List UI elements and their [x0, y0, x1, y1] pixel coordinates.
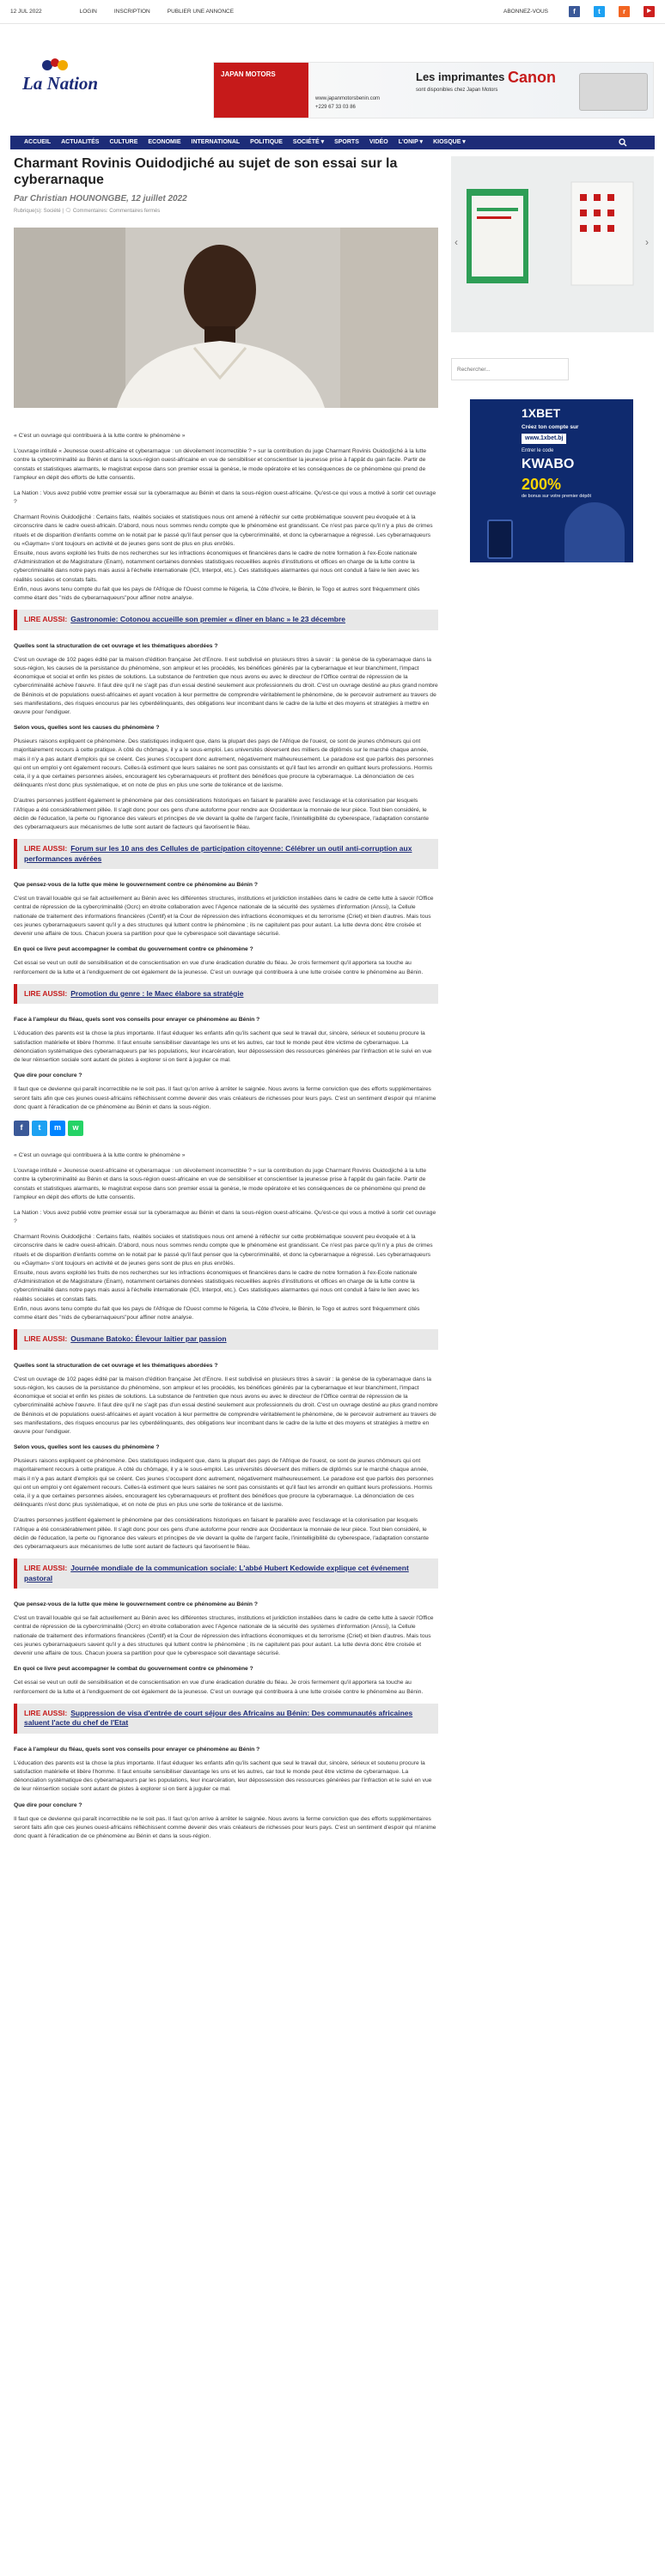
twitter-icon[interactable]: t [594, 6, 605, 17]
share-facebook-icon[interactable]: f [14, 1121, 29, 1136]
nav-kiosque[interactable]: KIOSQUE ▾ [433, 138, 466, 145]
inscription-link[interactable]: INSCRIPTION [113, 8, 150, 15]
facebook-icon[interactable]: f [569, 6, 580, 17]
paragraph: C'est un ouvrage de 102 pages édité par la maison d'édition française Jet d'Encre. Il est subdivisé en plusieurs titres à savoir : la genèse de la cyberarnaque dans la sous-région, les causes de la persistance du phénomène, son ampleur et les procédés, les bénéfices générés par la cyberarnaque et leur blanchiment, l'impact économique et social et enfin les pistes de solutions. La substance de l'entretien que nous avons eu avec le directeur de l'Office central de répression de la cybercriminalité achève l'œuvre. Il faut dire qu'il ne s'agit pas d'un essai destiné seulement aux professionnels du droit. C'est un ouvrage destiné au plus grand nombre de Béninois et de populations ouest-africaines et ayant vocation à leur permettre de comprendre véritablement le phénomène, de le percevoir autrement au travers de ses manifestations, des risques encourus par les cyberdélinquants, des obligations leur incombant dans le cadre de la lutte et des moyens et stratégies à mettre en œuvre pour l'endiguer. [14, 656, 438, 715]
lire-aussi-link[interactable]: Suppression de visa d'entrée de court séjour des Africains au Bénin: Des communautés africaines saluent l'acte du chef de l'Etat [24, 1708, 413, 1728]
sidebar-slider[interactable] [451, 156, 654, 332]
paragraph: L'éducation des parents est la chose la plus importante. Il faut éduquer les enfants afin qu'ils sachent que seul le travail dur, sincère, sérieux et soutenu procure la satisfaction matérielle et libère l'homme. Il faut ensuite sensibiliser davantage les uns et les autres, car tout le monde peut être victime de cyberarnaque. La dénonciation systématique des cyberarnaqueurs par les populations, leur incarcération, leur dépossession des ressources générées par l'infraction et le suivi en vue de leur réinsertion sociale sont autant de pistes à explorer si on tient à juguler ce mal. [14, 1759, 432, 1793]
nav-culture[interactable]: CULTURE [109, 138, 138, 145]
lire-aussi-label: LIRE AUSSI: [24, 988, 68, 998]
lire-aussi-label: LIRE AUSSI: [24, 1334, 68, 1344]
paragraph: C'est un travail louable qui se fait actuellement au Bénin avec les différentes structures, institutions et juridiction installées dans le cadre de cette lutte à savoir l'Office central de répression de la cybercriminalité (Ocrc) en étroite collaboration avec l'Agence nationale de la sécurité des systèmes d'information (Anssi), la Cellule nationale de traitement des informations financières (Centif) et la Cour de répression des infractions économiques et du terrorisme (Criet) et bien d'autres. Mais tous ces jeunes cyberarnaqueurs savent qu'il y a des structures qui luttent contre le phénomène ; ils ne capitulent pas pour autant. La lutte devra donc être croisée et devenir une affaire de tous. Chacun jouera sa partition pour que le cyberespace soit davantage sécurisé. [14, 896, 434, 938]
ad-printer-graphic [579, 73, 648, 111]
nav-actualites[interactable]: ACTUALITÉS [61, 138, 100, 145]
share-messenger-icon[interactable]: m [50, 1121, 65, 1136]
question: Que pensez-vous de la lutte que mène le gouvernement contre ce phénomène au Bénin ? [14, 882, 258, 889]
lire-aussi-box[interactable] [14, 1704, 438, 1734]
nav-international[interactable]: INTERNATIONAL [191, 138, 241, 145]
paragraph: L'ouvrage intitulé « Jeunesse ouest-africaine et cyberarnaque : un dévoilement incorrectible ? » sur la contribution du juge Charmant Rovinis Ouidodjiché à la lutte contre la cybercriminalité au Bénin et dans la sous-région ouest-africaine en vue de sensibiliser et conscientiser la jeunesse prise à l'appât du gain facile. Partir de constats et statistiques alarmants, le magistrat expose dans son premier essai la genèse, le mode opératoire et les conséquences de ce phénomène qui prend de l'ampleur en dépit des efforts de lutte consentis. [14, 448, 427, 481]
paragraph: Charmant Rovinis Ouidodjiché : Certains faits, réalités sociales et statistiques nous ont amené à réfléchir sur cette problématique souvent peu évoquée et à la circonscrire dans le cadre ouest-africain. D'abord, nous nous sommes rendu compte que le phénomène est grandissant. Ce n'est pas parce qu'il n'y a plus de crimes rituels et de disparition d'enfants comme on le notait par le passé qu'il faut penser que la cybercriminalité, et donc la cyberarnaque a régressé. Les cyberarnaqueurs ou «Gayman» s'ont toujours en activité et de jeunes gens sont de plus en plus enrôlés. [14, 1234, 433, 1267]
question: Que dire pour conclure ? [14, 1072, 82, 1079]
lire-aussi-label: LIRE AUSSI: [24, 615, 68, 624]
portrait-graphic [14, 228, 438, 408]
top-banner-ad[interactable] [213, 62, 654, 118]
lire-aussi-link[interactable]: Gastronomie: Cotonou accueille son premier « dîner en blanc » le 23 décembre [70, 615, 346, 624]
pullquote: « C'est un ouvrage qui contribuera à la lutte contre le phénomène » [14, 432, 186, 439]
nav-accueil[interactable]: ACCUEIL [24, 138, 52, 145]
slider-prev-icon[interactable]: ‹ [455, 236, 458, 248]
share-bar [14, 1121, 438, 1136]
ad-1xbet-bonus: 200% [522, 476, 562, 493]
lire-aussi-link[interactable]: Ousmane Batoko: Élevour laitier par passion [70, 1334, 227, 1344]
paragraph: La Nation : Vous avez publié votre premier essai sur la cyberarnaque au Bénin et dans la sous-région ouest-africaine. Qu'est-ce qui vous a motivé à sortir cet ouvrage ? [14, 1209, 436, 1225]
ad-1xbet-line2: Entrer le code [522, 448, 554, 453]
paragraph: Charmant Rovinis Ouidodjiché : Certains faits, réalités sociales et statistiques nous ont amené à réfléchir sur cette problématique souvent peu évoquée et à la circonscrire dans le cadre ouest-africain. D'abord, nous nous sommes rendu compte que le phénomène est grandissant. Ce n'est pas parce qu'il n'y a plus de crimes rituels et de disparition d'enfants comme on le notait par le passé qu'il faut penser que la cybercriminalité, et donc la cyberarnaque a régressé. Les cyberarnaqueurs ou «Gayman» s'ont toujours en activité et de jeunes gens sont de plus en plus enrôlés. [14, 514, 433, 547]
question: Selon vous, quelles sont les causes du phénomène ? [14, 1444, 160, 1451]
ad-1xbet-url: www.1xbet.bj [522, 434, 566, 444]
question: En quoi ce livre peut accompagner le combat du gouvernement contre ce phénomène ? [14, 1666, 253, 1673]
publish-ad-link[interactable]: PUBLIER UNE ANNONCE [167, 8, 235, 15]
lire-aussi-box[interactable] [14, 839, 438, 869]
login-link[interactable]: LOGIN [79, 8, 97, 15]
logo-text: La Nation [22, 73, 99, 94]
article-title: Charmant Rovinis Ouidodjiché au sujet de son essai sur la cyberarnaque [14, 156, 398, 187]
rss-icon[interactable]: r [619, 6, 630, 17]
paragraph: Il faut que ce devienne qui paraît incorrectible ne le soit pas. Il faut qu'on arrive à arrêter le saignée. Nous avons la ferme conviction que des efforts supplémentaires seront faits afin que ces jeunes ouest-africains réfléchissent comme devenir des vrais créateurs de richesses pour leurs pays. C'est un sentiment d'espoir qui m'anime donc quant à l'éradication de ce phénomène au Bénin et dans la sous-région. [14, 1086, 436, 1110]
search-icon[interactable] [619, 138, 627, 147]
paragraph: Enfin, nous avons tenu compte du fait que les pays de l'Afrique de l'Ouest comme le Nigeria, la Côte d'Ivoire, le Bénin, le Togo et autres sont fréquemment cités comme étant des "nids de cyberarnaqueurs"pour affiner notre analyse. [14, 586, 420, 601]
slider-graphic [451, 156, 654, 332]
ad-1xbet-code: KWABO [522, 457, 575, 471]
current-date: 12 JUL 2022 [10, 8, 42, 15]
question: Face à l'ampleur du fléau, quels sont vos conseils pour enrayer ce phénomène au Bénin ? [14, 1746, 260, 1753]
paragraph: C'est un travail louable qui se fait actuellement au Bénin avec les différentes structures, institutions et juridiction installées dans le cadre de cette lutte à savoir l'Office central de répression de la cybercriminalité (Ocrc) en étroite collaboration avec l'Agence nationale de la sécurité des systèmes d'information (Anssi), la Cellule nationale de traitement des informations financières (Centif) et la Cour de répression des infractions économiques et du terrorisme (Criet) et bien d'autres. Mais tous ces jeunes cyberarnaqueurs savent qu'il y a des structures qui luttent contre le phénomène ; ils ne capitulent pas pour autant. La lutte devra donc être croisée et devenir une affaire de tous. Chacun jouera sa partition pour que le cyberespace soit davantage sécurisé. [14, 1615, 434, 1657]
lire-aussi-link[interactable]: Promotion du genre : le Maec élabore sa stratégie [70, 988, 244, 998]
paragraph: Ensuite, nous avons exploité les fruits de nos recherches sur les infractions économiques et financières dans le cadre de notre formation à l'ex-Ecole nationale d'Administration et de Magistrature (Enam), notamment certaines données statistiques recueillies auprès d'institutions et offices en charge de la lutte contre la cybercriminalité dans notre pays mais aussi à l'échelle internationale (ICI, Interpol, etc.). Ces statistiques alarmantes qui nous ont conduit à faire le lien avec les réalités sociales et constats faits. [14, 1270, 419, 1303]
nav-societe[interactable]: SOCIÉTÉ ▾ [292, 138, 325, 145]
lire-aussi-box[interactable] [14, 1329, 438, 1349]
nav-economie[interactable]: ECONOMIE [148, 138, 181, 145]
lire-aussi-box[interactable] [14, 984, 438, 1004]
ad-canon: Canon [508, 69, 556, 86]
sidebar-ad[interactable] [470, 399, 633, 562]
paragraph: Cet essai se veut un outil de sensibilisation et de conscientisation en vue d'une éradication durable du fléau. Je crois fermement qu'il apportera sa touche au renforcement de la lutte et à l'endiguement de cet également de la jeunesse. C'est un ouvrage qui contribuera à une lutte croisée contre le phénomène au Bénin. [14, 960, 424, 975]
paragraph: C'est un ouvrage de 102 pages édité par la maison d'édition française Jet d'Encre. Il est subdivisé en plusieurs titres à savoir : la genèse de la cyberarnaque dans la sous-région, les causes de la persistance du phénomène, son ampleur et les procédés, les bénéfices générés par la cyberarnaque et leur blanchiment, l'impact économique et social et enfin les pistes de solutions. La substance de l'entretien que nous avons eu avec le directeur de l'Office central de répression de la cybercriminalité achève l'œuvre. Il faut dire qu'il ne s'agit pas d'un essai destiné seulement aux professionnels du droit. C'est un ouvrage destiné au plus grand nombre de Béninois et de populations ouest-africaines et ayant vocation à leur permettre de comprendre véritablement le phénomène, de le percevoir autrement au travers de ses manifestations, des risques encourus par les cyberdélinquants, des obligations leur incombant dans le cadre de la lutte et des moyens et stratégies à mettre en œuvre pour l'endiguer. [14, 1376, 438, 1435]
lire-aussi-link[interactable]: Forum sur les 10 ans des Cellules de participation citoyenne: Célébrer un outil anti-corruption aux performances avérées [24, 844, 412, 863]
ad-1xbet-sub: de bonus sur votre premier dépôt [522, 494, 592, 499]
paragraph: Enfin, nous avons tenu compte du fait que les pays de l'Afrique de l'Ouest comme le Nigeria, la Côte d'Ivoire, le Bénin, le Togo et autres sont fréquemment cités comme étant des "nids de cyberarnaqueurs"pour affiner notre analyse. [14, 1305, 420, 1321]
nav-sports[interactable]: SPORTS [334, 138, 359, 145]
lire-aussi-box[interactable] [14, 1558, 438, 1589]
main-nav [10, 136, 655, 149]
paragraph: L'éducation des parents est la chose la plus importante. Il faut éduquer les enfants afin qu'ils sachent que seul le travail dur, sincère, sérieux et soutenu procure la satisfaction matérielle et libère l'homme. Il faut ensuite sensibiliser davantage les uns et les autres, car tout le monde peut être victime de cyberarnaque. La dénonciation systématique des cyberarnaqueurs par les populations, leur incarcération, leur dépossession des ressources générées par l'infraction et le suivi en vue de leur réinsertion sociale sont autant de pistes à explorer si on tient à juguler ce mal. [14, 1030, 432, 1063]
paragraph: La Nation : Vous avez publié votre premier essai sur la cyberarnaque au Bénin et dans la sous-région ouest-africaine. Qu'est-ce qui vous a motivé à sortir cet ouvrage ? [14, 489, 436, 506]
sidebar [451, 156, 654, 562]
lire-aussi-label: LIRE AUSSI: [24, 1708, 68, 1717]
paragraph: L'ouvrage intitulé « Jeunesse ouest-africaine et cyberarnaque : un dévoilement incorrectible ? » sur la contribution du juge Charmant Rovinis Ouidodjiché à la lutte contre la cybercriminalité au Bénin et dans la sous-région ouest-africaine en vue de sensibiliser et conscientiser la jeunesse prise à l'appât du gain facile. Partir de constats et statistiques alarmants, le magistrat expose dans son premier essai la genèse, le mode opératoire et les conséquences de ce phénomène qui prend de l'ampleur en dépit des efforts de lutte consentis. [14, 1168, 427, 1200]
question: Que pensez-vous de la lutte que mène le gouvernement contre ce phénomène au Bénin ? [14, 1601, 258, 1608]
nav-onip[interactable]: L'ONIP ▾ [398, 138, 424, 145]
article [14, 156, 438, 1848]
nav-politique[interactable]: POLITIQUE [250, 138, 283, 145]
sidebar-search [451, 358, 569, 380]
question: Selon vous, quelles sont les causes du phénomène ? [14, 725, 160, 732]
article-byline: Par Christian HOUNONGBE, 12 juillet 2022 [14, 193, 187, 204]
lire-aussi-label: LIRE AUSSI: [24, 844, 68, 854]
lire-aussi-box[interactable] [14, 610, 438, 629]
paragraph: D'autres personnes justifient également le phénomène par des considérations historiques en faisant le parallèle avec l'esclavage et la colonisation par lesquels l'Afrique a été considérablement pillée. Il s'agit donc pour ces gens d'une autoforme pour rendre aux Occidentaux la monnaie de leur pièce. Tout bien considéré, le déclin de l'éducation, la perte ou l'ignorance des valeurs et principes de vie devant la quête de l'argent facile, l'inintelligibilité du cyberespace, l'adaptation constante des cyberarnaqueurs aux mécanismes de lutte sont autant de facteurs qui favorisent le fléau. [14, 1517, 429, 1550]
site-logo[interactable] [19, 57, 122, 95]
ad-brand-japan: JAPAN MOTORS [221, 70, 276, 78]
youtube-icon[interactable]: ▶ [644, 6, 655, 17]
lire-aussi-link[interactable]: Journée mondiale de la communication sociale: L'abbé Hubert Kedowide explique cet événement pastoral [24, 1564, 409, 1583]
ad-phone-graphic [487, 519, 513, 559]
search-input[interactable] [457, 367, 563, 373]
ad-person-graphic [564, 502, 625, 562]
paragraph: Plusieurs raisons expliquent ce phénomène. Des statistiques indiquent que, dans la plupart des pays de l'Afrique de l'ouest, ce sont de jeunes chômeurs qui ont majoritairement recours à cette pratique. A côté du chômage, il y a le sous-emploi. Les universités déversent des milliers de diplômés sur le marché chaque année, mais il n'y a pas autant d'emplois qui se créent. Ces jeunes s'occupent donc autrement, négativement malheureusement. Le paradoxe est que parfois des personnes qui ont un emploi y ont également recours. Celles-là estiment que leurs salaires ne sont pas consistants et qu'il faut les arrondir en quittant leurs professions. Hormis cela, il y a que certaines personnes aisées, encouragent les cyberarnaqueurs et profitent des bénéfices que procure la cyberarnaque. La dénonciation de ces délinquants n'est donc plus systématique, et on note de plus en plus une sorte de tolérance et de laxisme. [14, 1458, 434, 1509]
ad-1xbet-line1: Créez ton compte sur [522, 424, 579, 430]
ad-subtitle: sont disponibles chez Japan Motors [416, 88, 498, 93]
paragraph: Il faut que ce devienne qui paraît incorrectible ne le soit pas. Il faut qu'on arrive à arrêter le saignée. Nous avons la ferme conviction que des efforts supplémentaires seront faits afin que ces jeunes ouest-africains réfléchissent comme devenir des vrais créateurs de richesses pour leurs pays. C'est un sentiment d'espoir qui m'anime donc quant à l'éradication de ce phénomène au Bénin et dans la sous-région. [14, 1815, 436, 1840]
question: En quoi ce livre peut accompagner le combat du gouvernement contre ce phénomène ? [14, 946, 253, 953]
paragraph: Ensuite, nous avons exploité les fruits de nos recherches sur les infractions économiques et financières dans le cadre de notre formation à l'ex-Ecole nationale d'Administration et de Magistrature (Enam), notamment certaines données statistiques recueillies auprès d'institutions et offices en charge de la lutte contre la cybercriminalité dans notre pays mais aussi à l'échelle internationale (ICI, Interpol, etc.). Ces statistiques alarmantes qui nous ont conduit à faire le lien avec les réalités sociales et constats faits. [14, 550, 419, 583]
ad-1xbet-brand: 1XBET [522, 406, 561, 420]
paragraph: Cet essai se veut un outil de sensibilisation et de conscientisation en vue d'une éradication durable du fléau. Je crois fermement qu'il apportera sa touche au renforcement de la lutte et à l'endiguement de cet également de la jeunesse. C'est un ouvrage qui contribuera à une lutte croisée contre le phénomène au Bénin. [14, 1680, 424, 1695]
article-meta: Rubrique(s): Société | 🗨 Commentaires: Commentaires fermés [14, 209, 161, 215]
ad-headline: Les imprimantes [416, 70, 505, 83]
question: Face à l'ampleur du fléau, quels sont vos conseils pour enrayer ce phénomène au Bénin ? [14, 1017, 260, 1024]
subscribe-link[interactable]: ABONNEZ-VOUS [503, 8, 548, 15]
paragraph: Plusieurs raisons expliquent ce phénomène. Des statistiques indiquent que, dans la plupart des pays de l'Afrique de l'ouest, ce sont de jeunes chômeurs qui ont majoritairement recours à cette pratique. A côté du chômage, il y a le sous-emploi. Les universités déversent des milliers de diplômés sur le marché chaque année, mais il n'y a pas autant d'emplois qui se créent. Ces jeunes s'occupent donc autrement, négativement malheureusement. Le paradoxe est que parfois des personnes qui ont un emploi y ont également recours. Celles-là estiment que leurs salaires ne sont pas consistants et qu'il faut les arrondir en quittant leurs professions. Hormis cela, il y a que certaines personnes aisées, encouragent les cyberarnaqueurs et profitent des bénéfices que procure la cyberarnaque. La dénonciation de ces délinquants n'est donc plus systématique, et on note de plus en plus une sorte de tolérance et de laxisme. [14, 738, 434, 789]
question: Quelles sont la structuration de cet ouvrage et les thématiques abordées ? [14, 642, 218, 649]
paragraph: D'autres personnes justifient également le phénomène par des considérations historiques en faisant le parallèle avec l'esclavage et la colonisation par lesquels l'Afrique a été considérablement pillée. Il s'agit donc pour ces gens d'une autoforme pour rendre aux Occidentaux la monnaie de leur pièce. Tout bien considéré, le déclin de l'éducation, la perte ou l'ignorance des valeurs et principes de vie devant la quête de l'argent facile, l'inintelligibilité du cyberespace, l'adaptation constante des cyberarnaqueurs aux mécanismes de lutte sont autant de facteurs qui favorisent le fléau. [14, 798, 429, 830]
question: Que dire pour conclure ? [14, 1801, 82, 1808]
share-twitter-icon[interactable]: t [32, 1121, 47, 1136]
article-photo [14, 228, 438, 408]
ad-url: www.japanmotorsbenin.com [315, 96, 381, 101]
ad-phone: +229 67 33 03 86 [315, 105, 356, 110]
lire-aussi-label: LIRE AUSSI: [24, 1564, 68, 1573]
top-bar [0, 0, 665, 24]
question: Quelles sont la structuration de cet ouvrage et les thématiques abordées ? [14, 1362, 218, 1369]
slider-next-icon[interactable]: › [645, 236, 649, 248]
nav-video[interactable]: VIDÉO [369, 138, 388, 145]
share-whatsapp-icon[interactable]: w [68, 1121, 83, 1136]
site-header [0, 24, 665, 145]
pullquote: « C'est un ouvrage qui contribuera à la lutte contre le phénomène » [14, 1151, 186, 1158]
